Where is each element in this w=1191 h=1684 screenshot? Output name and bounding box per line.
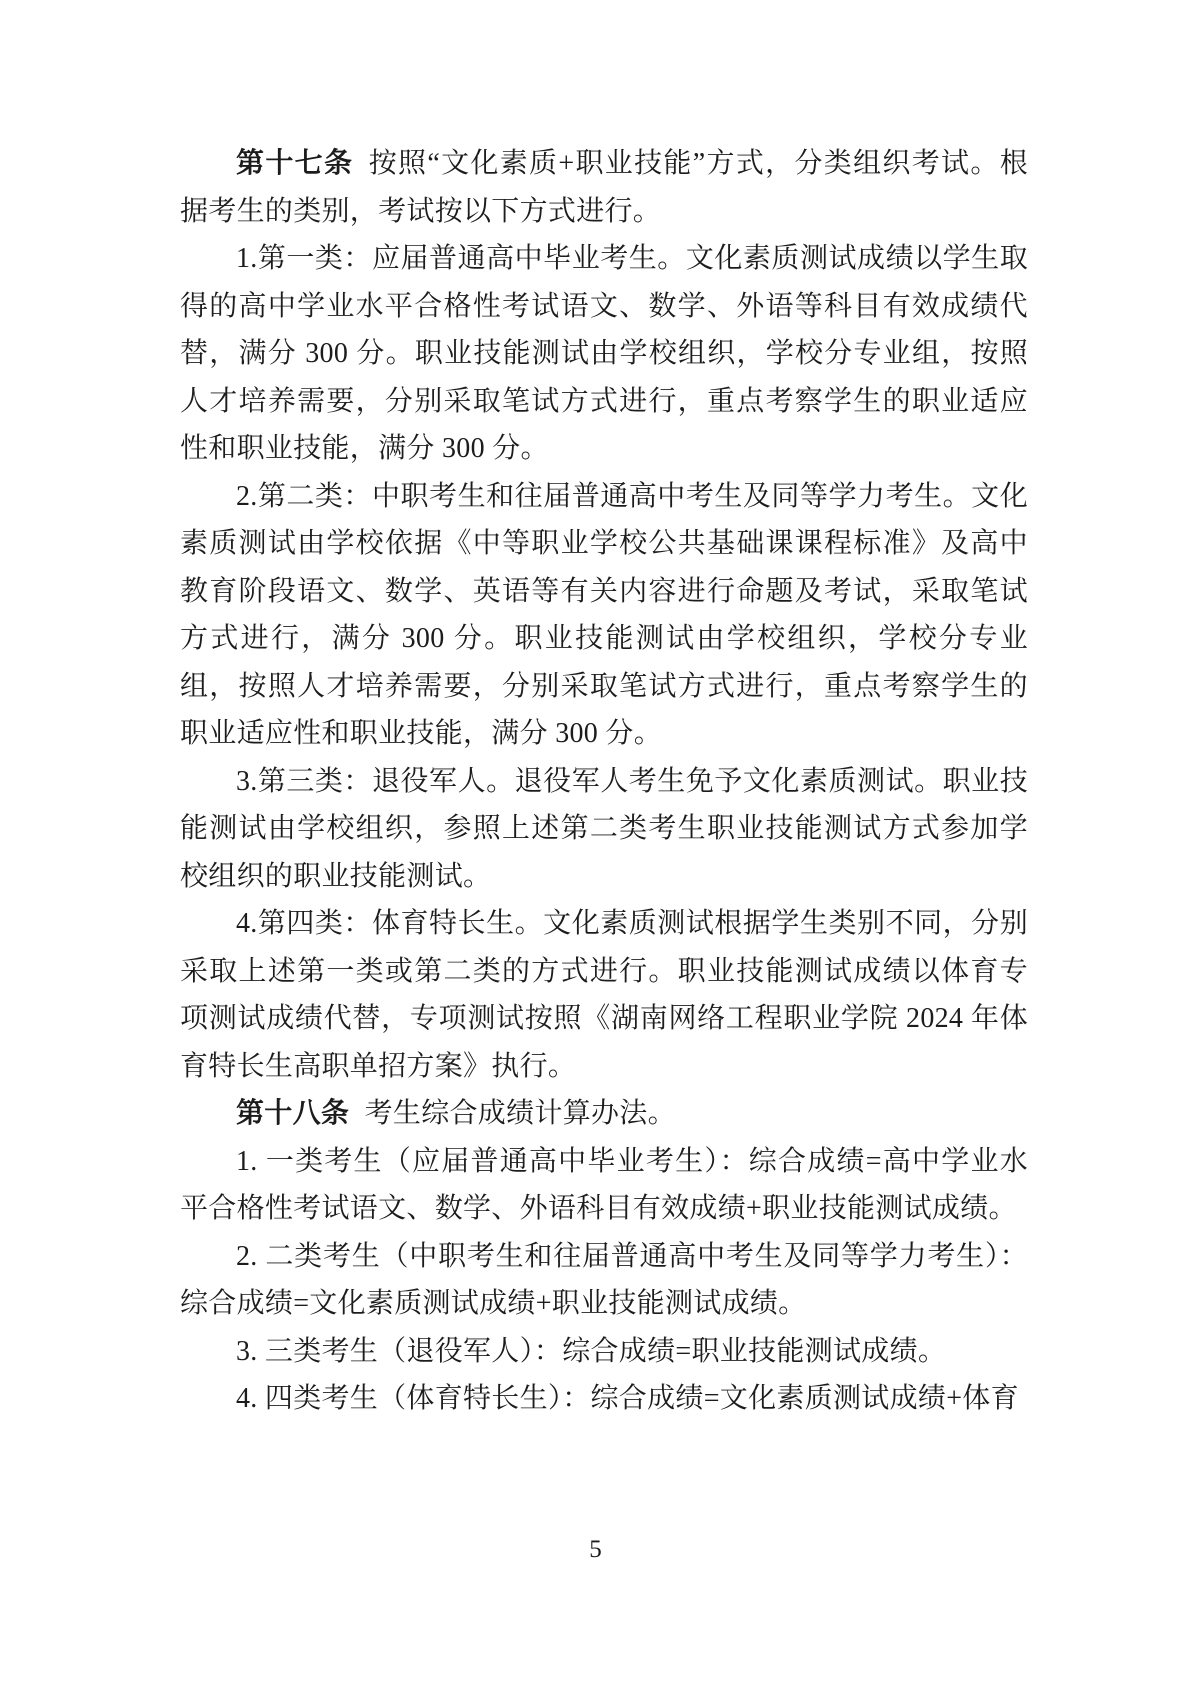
- article-18-item-4: 4. 四类考生（体育特长生）：综合成绩=文化素质测试成绩+体育: [236, 1383, 1019, 1414]
- article-18-text: 考生综合成绩计算办法。: [364, 1098, 676, 1129]
- article-17-item-2: 2.第二类：中职考生和往届普通高中考生及同等学力考生。文化素质测试由学校依据《中等职业学校公共基础课课程标准》及高中教育阶段语文、数学、英语等有关内容进行命题及考试，采取笔试方式进行，满分 300 分。职业技能测试由学校组织，学校分专业组，按照人才培养需要，分别采取笔试方式进行，重点考察学生的职业适应性和职业技能，满分 300 分。: [180, 480, 1028, 749]
- article-18-label: 第十八条: [236, 1098, 350, 1129]
- page-number: 5: [589, 1536, 602, 1563]
- page-content: [180, 140, 1028, 1423]
- article-17-text: 按照“文化素质+职业技能”方式，分类组织考试。根据考生的类别，考试按以下方式进行。: [180, 148, 1029, 227]
- article-17-item-1: 1.第一类：应届普通高中毕业考生。文化素质测试成绩以学生取得的高中学业水平合格性考试语文、数学、外语等科目有效成绩代替，满分 300 分。职业技能测试由学校组织，学校分专业组，按照人才培养需要，分别采取笔试方式进行，重点考察学生的职业适应性和职业技能，满分 300 分。: [180, 243, 1028, 464]
- article-18-item-2: 2. 二类考生（中职考生和往届普通高中考生及同等学力考生）：综合成绩=文化素质测试成绩+职业技能测试成绩。: [180, 1240, 1028, 1319]
- article-18-item-3: 3. 三类考生（退役军人）：综合成绩=职业技能测试成绩。: [236, 1335, 947, 1367]
- article-17-label: 第十七条: [236, 148, 354, 179]
- page-footer: [0, 1536, 1191, 1564]
- paragraph-article-17: [180, 140, 1028, 235]
- article-18-item-1: 1. 一类考生（应届普通高中毕业考生）：综合成绩=高中学业水平合格性考试语文、数学、外语科目有效成绩+职业技能测试成绩。: [180, 1145, 1028, 1224]
- article-17-item-3: 3.第三类：退役军人。退役军人考生免予文化素质测试。职业技能测试由学校组织，参照上述第二类考生职业技能测试方式参加学校组织的职业技能测试。: [180, 765, 1028, 892]
- article-17-item-4: 4.第四类：体育特长生。文化素质测试根据学生类别不同，分别采取上述第一类或第二类的方式进行。职业技能测试成绩以体育专项测试成绩代替，专项测试按照《湖南网络工程职业学院 2024 年体育特长生高职单招方案》执行。: [180, 908, 1028, 1082]
- paragraph-article-18: [180, 1090, 1028, 1138]
